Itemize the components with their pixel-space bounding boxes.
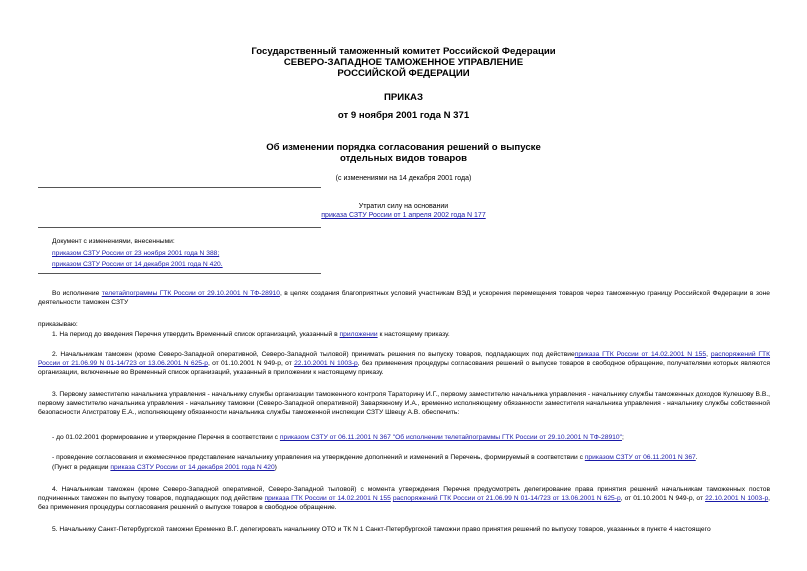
divider: [38, 273, 321, 274]
p1-text-tail: к настоящему приказу.: [379, 331, 450, 338]
p3a-text: - до 01.02.2001 формирование и утверждение Перечня в соответствии с: [52, 434, 279, 441]
appendix-link[interactable]: приложении: [339, 331, 378, 338]
gtk-directives-link-2[interactable]: распоряжений ГТК России от 21.06.99 N 01-14/723 от 13.06.2001 N 625-р: [392, 495, 621, 503]
p4-text: 4. Начальникам таможен (кроме Северо-Западной оперативной, Северо-Западной тыловой) с момента утверждения Перечня предусмотреть делегирование права принятия решений начальникам таможенных постов подчиненных таможен по выпуску товаров, подпадающих под действие: [38, 486, 770, 503]
p3b-text: - проведение согласования и ежемесячное представление начальнику управления на утверждение дополнений и изменений в Перечень, формируемый в соответствии с: [52, 454, 583, 461]
p2-text: 2. Начальникам таможен (кроме Северо-Западной оперативной, Северо-Западной тыловой) принимать решения по выпуску товаров, подпадающих под действие: [52, 351, 575, 358]
changes-note: (с изменениями на 14 декабря 2001 года): [335, 175, 472, 182]
order-word: приказываю:: [38, 321, 78, 328]
divider: [38, 227, 321, 228]
p2-text-tail: , без применения процедуры согласования решений о выпуске товаров в свободное обращение, получателями которых являются организации, включенные во Временный список организаций, указанный в приложении к настоящему приказу.: [38, 360, 771, 377]
paragraph-4: [38, 485, 770, 513]
country-name: РОССИЙСКОЙ ФЕДЕРАЦИИ: [337, 68, 470, 79]
edition-note-text: (Пункт в редакции: [52, 464, 109, 471]
divider: [38, 187, 321, 188]
gtk-directive-1003-link[interactable]: 22.10.2001 N 1003-р: [294, 360, 358, 368]
gtk-directive-1003-link-2[interactable]: 22.10.2001 N 1003-р: [705, 495, 769, 503]
gtk-directives-link[interactable]: распоряжений ГТК России от 21.06.99 N 01-14/723 от 13.06.2001 N 625-р: [38, 351, 771, 368]
lost-force-label: Утратил силу на основании: [358, 203, 449, 210]
committee-name: Государственный таможенный комитет Российской Федерации: [251, 46, 556, 57]
intro-paragraph: [38, 289, 770, 307]
document-type: ПРИКАЗ: [384, 92, 423, 103]
intro-text-tail: , в целях создания благоприятных условий участникам ВЭД и ускорения перемещения товаров через таможенную границу Российской Федерации в зоне деятельности таможен СЗТУ: [38, 290, 770, 307]
amendments-label: Документ с изменениями, внесенными:: [52, 238, 175, 245]
repeal-order-link[interactable]: приказа СЗТУ России от 1 апреля 2002 года N 177: [321, 212, 486, 219]
document-date-number: от 9 ноября 2001 года N 371: [337, 110, 470, 121]
p1-text: 1. На период до введения Перечня утвердить Временный список организаций, указанный в: [52, 331, 338, 338]
document-title-line1: Об изменении порядка согласования решений о выпуске: [266, 142, 541, 153]
edition-order-420-link[interactable]: приказа СЗТУ России от 14 декабря 2001 года N 420: [110, 464, 275, 471]
gtk-order-155-link[interactable]: приказа ГТК России от 14.02.2001 N 155: [574, 351, 707, 358]
p3b-edition-note: [52, 463, 277, 472]
paragraph-3a: [38, 433, 770, 442]
teletype-link[interactable]: телетайпограммы ГТК России от 29.10.2001 N ТФ-28910: [101, 290, 280, 297]
p4-text-tail: , без применения процедуры согласования решений о выпуске товаров в свободное обращение.: [38, 495, 771, 512]
paragraph-3b: [38, 453, 770, 462]
document-title-line2: отдельных видов товаров: [339, 153, 468, 164]
amendment-link-420[interactable]: приказом СЗТУ России от 14 декабря 2001 года N 420.: [52, 261, 223, 268]
p3a-text-tail: ;: [622, 434, 624, 441]
amendment-link-388[interactable]: приказом СЗТУ России от 23 ноября 2001 года N 388;: [52, 250, 220, 257]
p2-sep: ,: [706, 351, 708, 358]
p4-text-mid: , от 01.10.2001 N 949-р, от: [620, 495, 704, 503]
paragraph-3: 3. Первому заместителю начальника управления - начальнику службы организации таможенного контроля Таратορину И.Г., первому заместителю начальника управления - начальнику службы таможенных доходов Кулешову В.В., первому заместителю начальника управления - начальнику таможни (Северо-Западной оперативной) Заваряжному И.А., временно исполняющему обязанности заместителя начальника управления - начальнику службы собственной безопасности Агистратову Е.А., исполняющему обязанности начальника службы таможенной инспекции СЗТУ Швецу А.В. обеспечить:: [38, 391, 770, 417]
gtk-order-155-link-2[interactable]: приказа ГТК России от 14.02.2001 N 155: [264, 495, 391, 503]
p2-text-mid: , от 01.10.2001 N 949-р, от: [207, 360, 292, 368]
edition-note-tail: ): [274, 464, 277, 471]
order-367-link[interactable]: приказом СЗТУ от 06.11.2001 N 367 "Об исполнении телетайпограммы ГТК России от 29.10.2001 N ТФ-28910": [279, 434, 622, 441]
paragraph-2: [38, 350, 770, 378]
department-name: СЕВЕРО-ЗАПАДНОЕ ТАМОЖЕННОЕ УПРАВЛЕНИЕ: [283, 57, 524, 68]
p3b-text-tail: .: [695, 454, 698, 461]
order-367-link-2[interactable]: приказом СЗТУ от 06.11.2001 N 367: [584, 454, 696, 461]
paragraph-5: 5. Начальнику Санкт-Петербургской таможни Еременко В.Г. делегировать начальнику ОТО и ТК N 1 Санкт-Петербургской таможни право принятия решений по выпуску товаров, указанных в пункте 4 настоящего: [52, 526, 711, 533]
paragraph-1: [38, 330, 770, 339]
intro-text: Во исполнение: [52, 290, 100, 297]
